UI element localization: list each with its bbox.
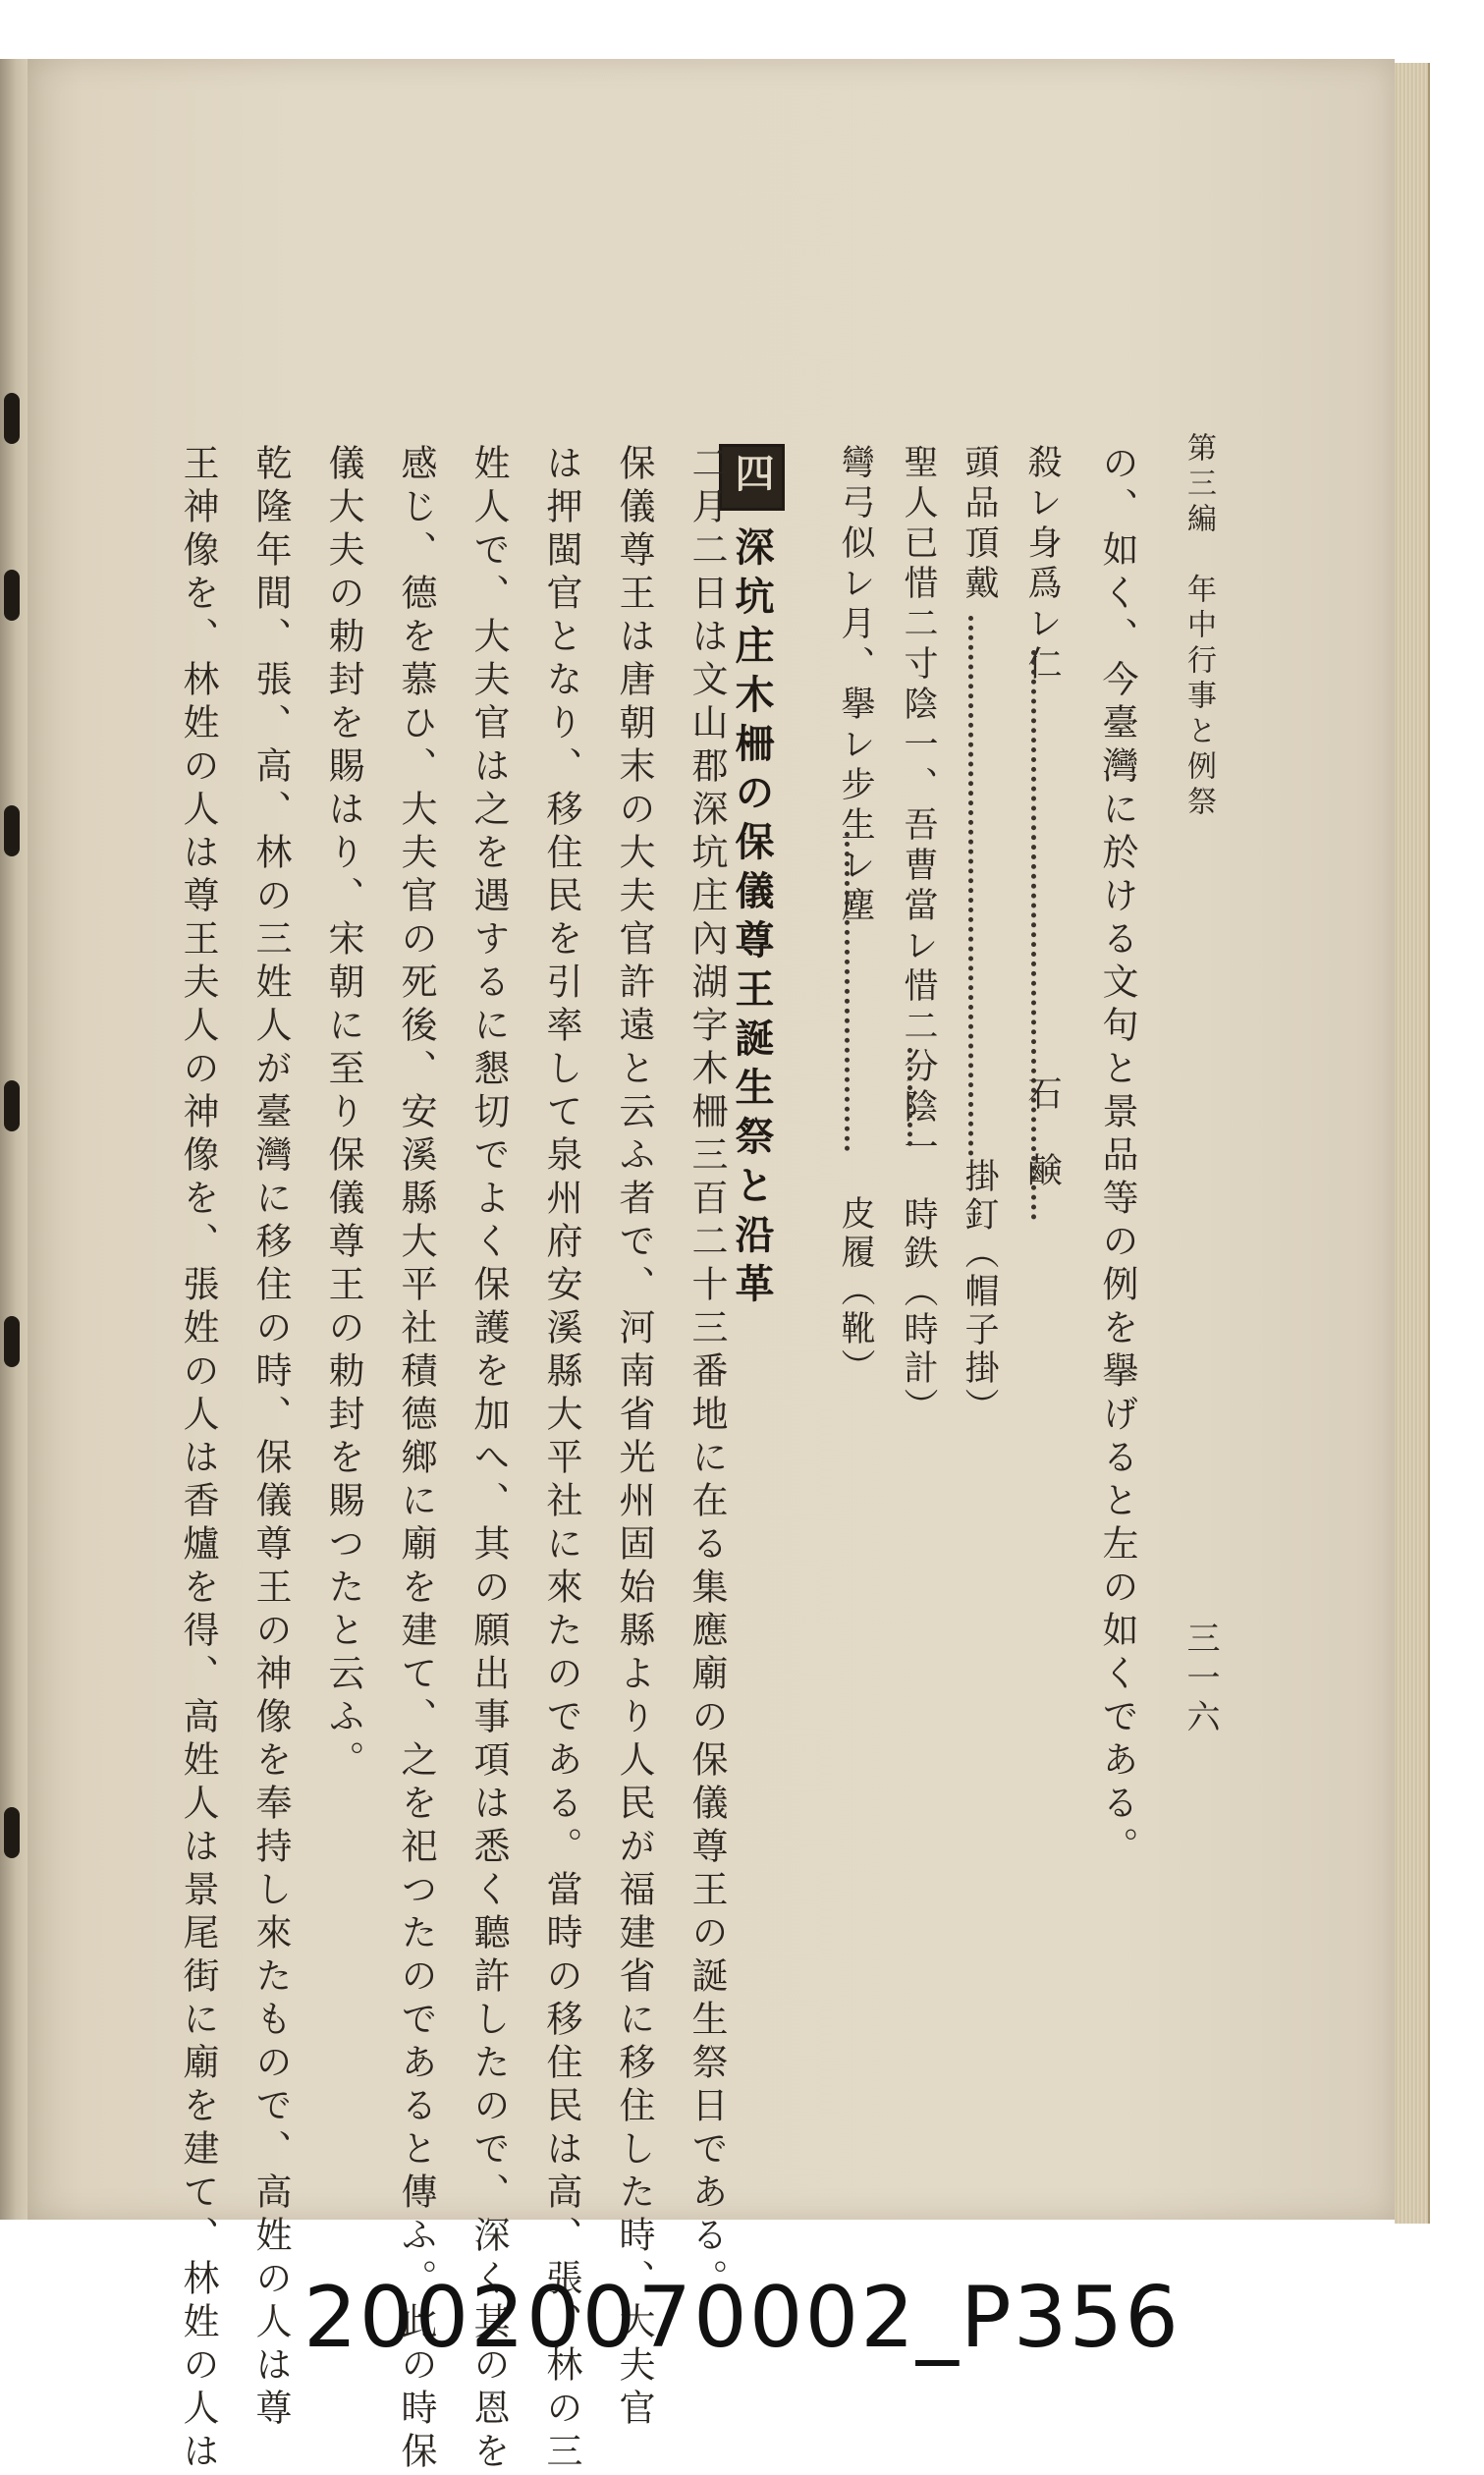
page-number: 三一六 [1181, 1621, 1220, 1738]
poem-list [823, 444, 1069, 1426]
running-head: 第三編 年中行事と例祭 [1182, 432, 1216, 821]
page-stack-edge [1395, 63, 1430, 2224]
body-line: 姓人で、大夫官は之を遇するに懇切でよく保護を加へ、其の願出事項は悉く聽許したので、深く其の恩を [467, 444, 510, 2475]
poem-line [1010, 444, 1069, 1426]
section-number: 四 [719, 444, 785, 511]
poem-line [886, 444, 945, 1426]
binding-hole [4, 393, 20, 444]
intro-line: の、如く、今臺灣に於ける文句と景品等の例を擧げると左の如くである。 [1096, 444, 1138, 1870]
binding-hole [4, 1316, 20, 1367]
binding-hole [4, 1807, 20, 1858]
binding-hole [4, 1080, 20, 1131]
dotted-leader [968, 616, 979, 1156]
poem-item: 石 鹸 [1022, 1075, 1062, 1190]
archive-id: 20020070002_P356 [303, 2269, 1181, 2367]
dotted-leader [845, 832, 855, 1151]
body-line: 保儀尊王は唐朝末の大夫官許遠と云ふ者で、河南省光州固始縣より人民が福建省に移住した時、大夫官 [613, 444, 655, 2432]
poem-text: 彎弓似レ月、擧レ步生レ塵 [836, 444, 875, 927]
poem-text: 聖人已惜二寸陰一、吾曹當レ惜二分陰一 [899, 444, 938, 1169]
body-line: 乾隆年間、張、高、林の三姓人が臺灣に移住の時、保儀尊王の神像を奉持し來たもので、高姓の人は尊 [249, 444, 292, 2432]
binding-hole [4, 805, 20, 856]
dotted-leader [907, 1048, 918, 1146]
poem-line [947, 444, 1006, 1426]
poem-text: 頭品頂戴 [960, 444, 999, 605]
body-line: 王神像を、林姓の人は尊王夫人の神像を、張姓の人は香爐を得、高姓人は景尾街に廟を建て、林姓の人は [177, 444, 219, 2475]
body-line: 感じ、德を慕ひ、大夫官の死後、安溪縣大平社積德鄉に廟を建て、之を祀つたのであると傳ふ。此の時保 [395, 444, 437, 2475]
section-title: 深坑庄木柵の保儀尊王誕生祭と沿革 [729, 526, 774, 1312]
body-line: 儀大夫の勅封を賜はり、宋朝に至り保儀尊王の勅封を賜つたと云ふ。 [322, 444, 364, 1784]
poem-text: 殺レ身爲レ仁 [1022, 444, 1062, 686]
body-line: 二月二日は文山郡深坑庄內湖字木柵三百二十三番地に在る集應廟の保儀尊王の誕生祭日である。 [686, 444, 728, 2302]
poem-line [823, 444, 882, 1426]
left-page-edge [0, 59, 27, 2220]
body-line: は押閩官となり、移住民を引率して泉州府安溪縣大平社に來たのである。當時の移住民は高、張、林の三 [540, 444, 582, 2475]
binding-hole [4, 570, 20, 621]
poem-item: 時鉄（時計） [899, 1196, 938, 1426]
poem-item: 皮履（靴） [836, 1195, 875, 1387]
poem-item: 掛釘（帽子掛） [960, 1158, 999, 1426]
